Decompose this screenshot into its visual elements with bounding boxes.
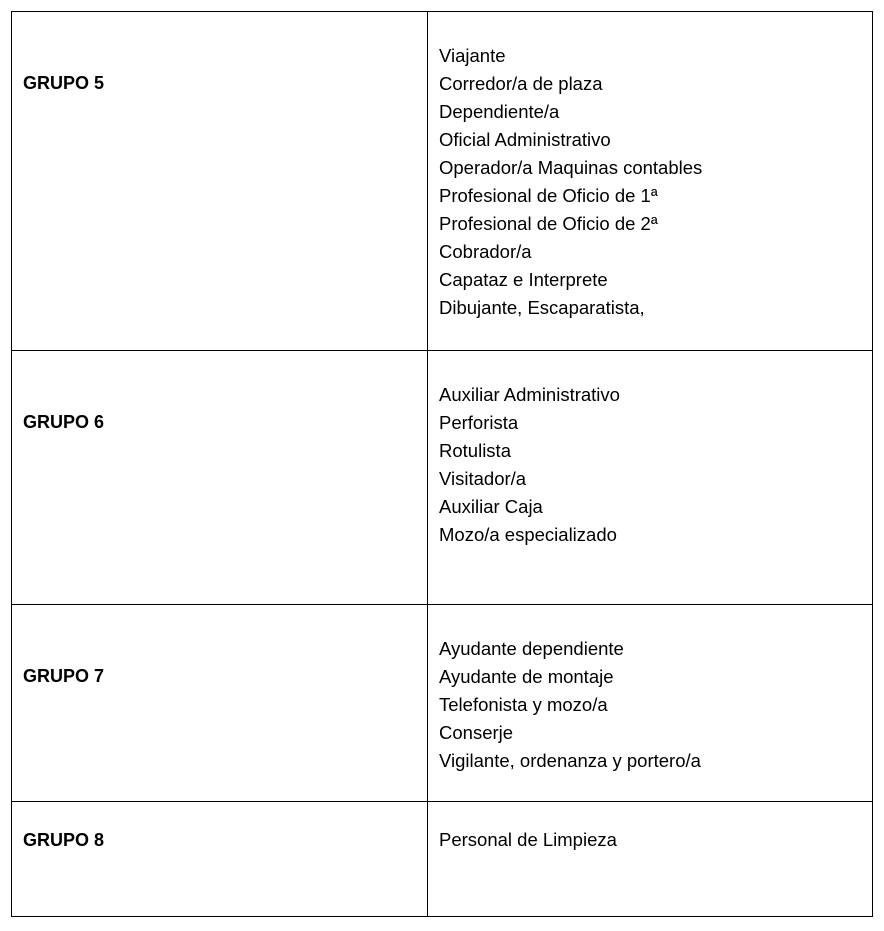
job-list [428,12,873,351]
list-item: Operador/a Maquinas contables [439,157,703,178]
job-list [428,351,873,605]
list-item: Cobrador/a [439,241,532,262]
table-row [12,12,873,351]
list-item: Telefonista y mozo/a [439,694,608,715]
list-item: Mozo/a especializado [439,524,617,545]
list-item: Dependiente/a [439,101,560,122]
list-item: Profesional de Oficio de 1ª [439,185,658,206]
list-item: Auxiliar Administrativo [439,384,620,405]
list-item: Oficial Administrativo [439,129,611,150]
job-list [428,605,873,802]
list-item: Capataz e Interprete [439,269,608,290]
group-label: GRUPO 8 [12,802,428,917]
list-item: Personal de Limpieza [439,829,617,850]
list-item: Corredor/a de plaza [439,73,603,94]
table-row [12,605,873,802]
job-list [428,802,873,917]
list-item: Ayudante de montaje [439,666,614,687]
group-label: GRUPO 7 [12,605,428,802]
list-item: Ayudante dependiente [439,638,624,659]
list-item: Perforista [439,412,519,433]
list-item: Auxiliar Caja [439,496,543,517]
list-item: Visitador/a [439,468,527,489]
groups-table [11,11,873,917]
list-item: Vigilante, ordenanza y portero/a [439,750,701,771]
group-label: GRUPO 6 [12,351,428,605]
list-item: Conserje [439,722,514,743]
list-item: Viajante [439,45,506,66]
list-item: Dibujante, Escaparatista, [439,297,645,318]
table-row [12,351,873,605]
list-item: Profesional de Oficio de 2ª [439,213,658,234]
group-label: GRUPO 5 [12,12,428,351]
table-row [12,802,873,917]
list-item: Rotulista [439,440,511,461]
